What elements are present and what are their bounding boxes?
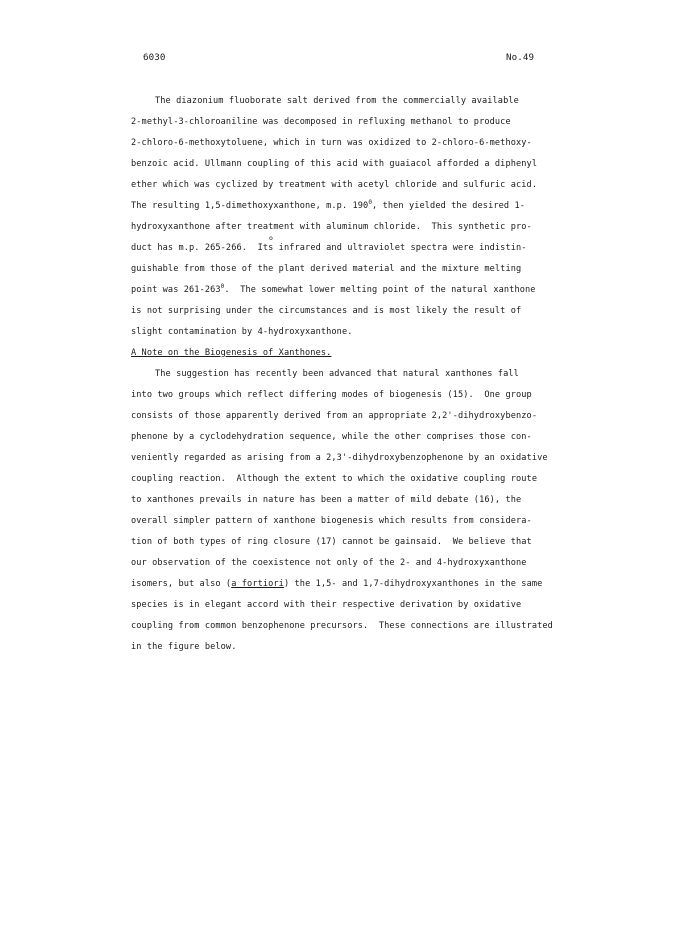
p1-line-text: The resulting 1,5-dimethoxyxanthone, m.p. 190 bbox=[131, 201, 369, 211]
p2-line: in the figure below. bbox=[131, 642, 237, 652]
p2-line: veniently regarded as arising from a 2,3'-dihydroxybenzophenone by an oxidative bbox=[131, 453, 548, 463]
p1-line-text: duct has m.p. 265-266 bbox=[131, 243, 242, 253]
p2-line: into two groups which reflect differing modes of biogenesis (15). One group bbox=[131, 390, 532, 400]
section-heading: A Note on the Biogenesis of Xanthones. bbox=[131, 348, 332, 358]
page-number: 6030 bbox=[143, 52, 166, 63]
p1-line: slight contamination by 4-hydroxyxanthone. bbox=[131, 327, 353, 337]
issue-number: No.49 bbox=[506, 52, 535, 63]
p1-line bbox=[131, 284, 536, 296]
p1-line-text: point was 261-263 bbox=[131, 285, 221, 295]
p1-line-tail: , then yielded the desired 1- bbox=[372, 201, 525, 211]
open-paren: ( bbox=[220, 579, 232, 589]
p2-line: to xanthones prevails in nature has been a matter of mild debate (16), the bbox=[131, 495, 522, 505]
p2-line-text: isomers, but also bbox=[131, 579, 221, 589]
a-fortiori: a fortiori bbox=[231, 579, 284, 589]
degree-symbol: 0 bbox=[220, 283, 225, 291]
p2-line bbox=[131, 578, 542, 590]
p1-line bbox=[131, 200, 525, 212]
degree-symbol: o bbox=[269, 234, 274, 242]
p1-line: ether which was cyclized by treatment with acetyl chloride and sulfuric acid. bbox=[131, 180, 538, 190]
p2-line: phenone by a cyclodehydration sequence, while the other comprises those con- bbox=[131, 432, 532, 442]
p1-line bbox=[131, 242, 527, 254]
p2-line-tail: ) the 1,5- and 1,7-dihydroxyxanthones in the same bbox=[283, 579, 543, 589]
p2-line: overall simpler pattern of xanthone biogenesis which results from considera- bbox=[131, 516, 532, 526]
p2-line: coupling reaction. Although the extent to which the oxidative coupling route bbox=[131, 474, 538, 484]
p1-line: benzoic acid. Ullmann coupling of this acid with guaiacol afforded a diphenyl bbox=[131, 159, 538, 169]
p2-line: The suggestion has recently been advanced that natural xanthones fall bbox=[155, 369, 519, 379]
p1-line-tail: . Its infrared and ultraviolet spectra were indistin- bbox=[241, 243, 527, 253]
p1-line-tail: . The somewhat lower melting point of the natural xanthone bbox=[224, 285, 536, 295]
p1-line: hydroxyxanthone after treatment with aluminum chloride. This synthetic pro- bbox=[131, 222, 532, 232]
p1-line: guishable from those of the plant derived material and the mixture melting bbox=[131, 264, 522, 274]
p2-line: species is in elegant accord with their respective derivation by oxidative bbox=[131, 600, 522, 610]
p2-line: consists of those apparently derived from an appropriate 2,2'-dihydroxybenzo- bbox=[131, 411, 538, 421]
p2-line: coupling from common benzophenone precursors. These connections are illustrated bbox=[131, 621, 553, 631]
p2-line: tion of both types of ring closure (17) cannot be gainsaid. We believe that bbox=[131, 537, 532, 547]
p1-line: is not surprising under the circumstances and is most likely the result of bbox=[131, 306, 522, 316]
p2-line: our observation of the coexistence not only of the 2- and 4-hydroxyxanthone bbox=[131, 558, 527, 568]
p1-line: 2-methyl-3-chloroaniline was decomposed in refluxing methanol to produce bbox=[131, 117, 511, 127]
p1-line: 2-chloro-6-methoxytoluene, which in turn was oxidized to 2-chloro-6-methoxy- bbox=[131, 138, 532, 148]
p1-line: The diazonium fluoborate salt derived from the commercially available bbox=[155, 96, 519, 106]
degree-symbol: 0 bbox=[368, 199, 373, 207]
